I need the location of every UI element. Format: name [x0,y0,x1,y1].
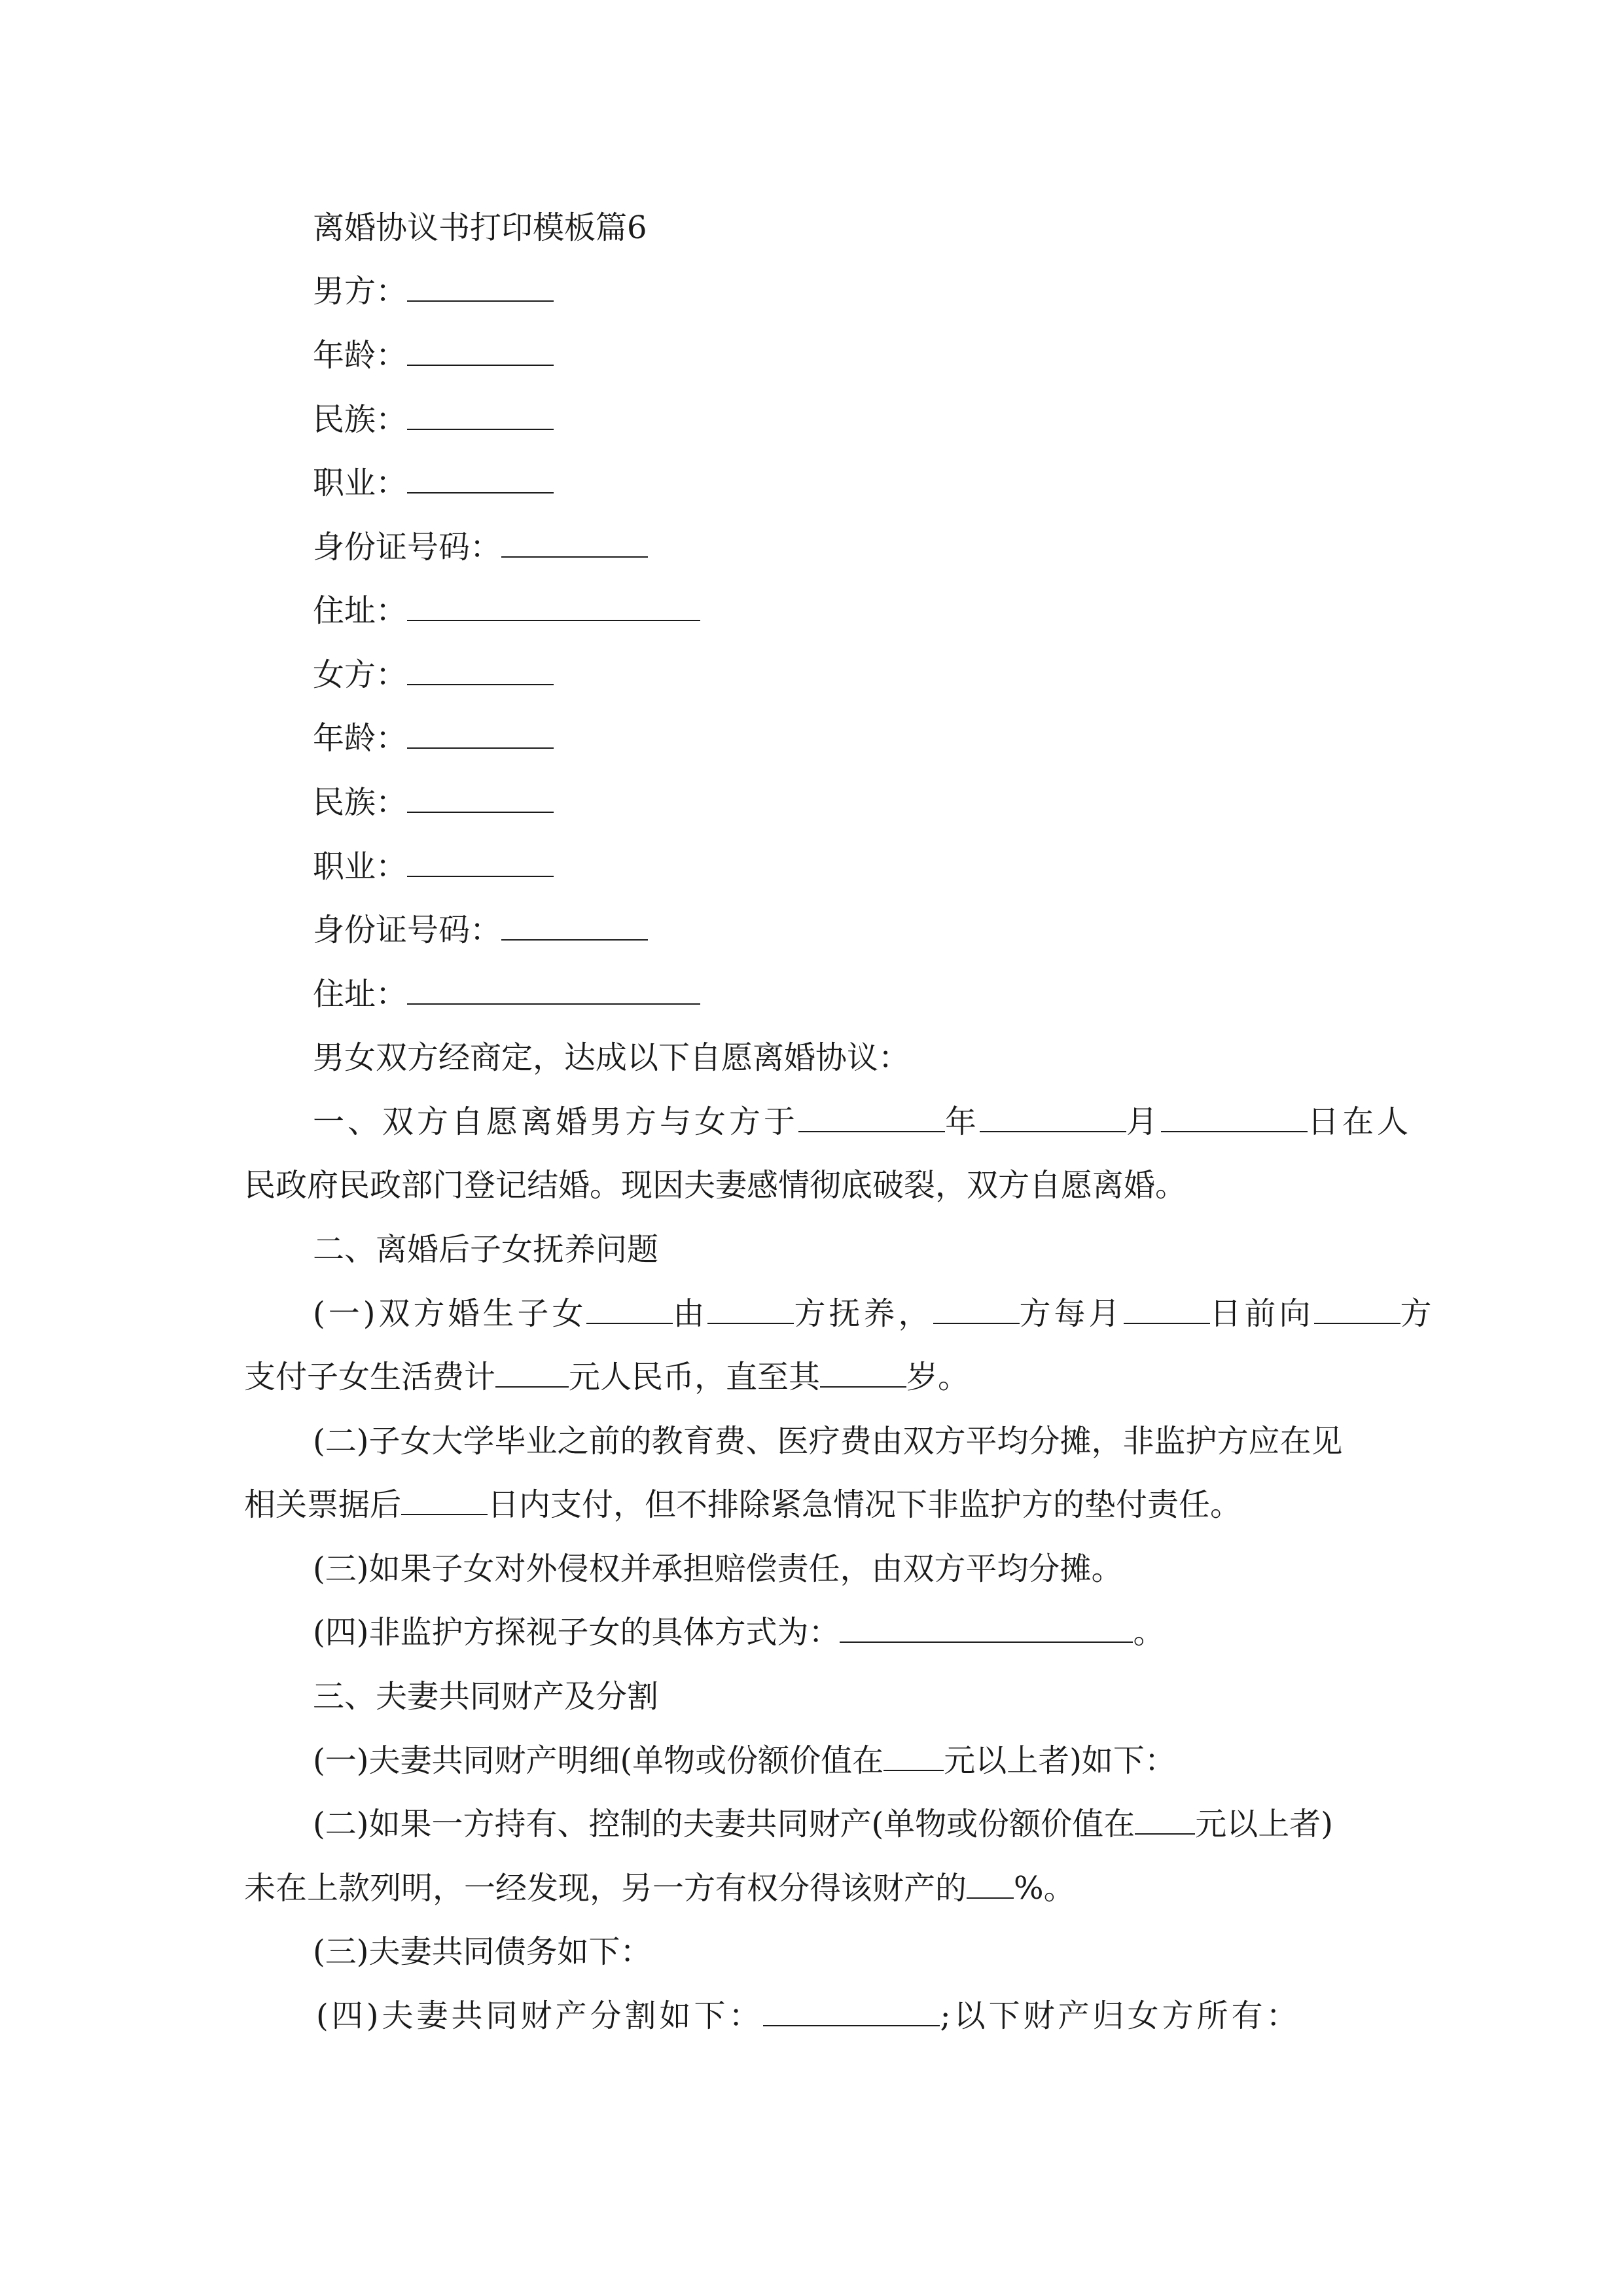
man-name-row: 男方： [313,272,554,311]
property-division-blank[interactable] [763,1999,940,2026]
woman-id-row: 身份证号码： [313,910,648,950]
section2-item3: (三)如果子女对外侵权并承担赔偿责任，由双方平均分摊。 [313,1551,1123,1587]
man-occupation-blank[interactable] [407,466,554,493]
woman-address-row: 住址： [313,975,700,1014]
section3-item1: (一)夫妻共同财产明细(单物或份额价值在 元以上者)如下： [313,1742,1176,1779]
payment-days-blank[interactable] [401,1488,488,1515]
man-ethnicity-row: 民族： [313,400,554,439]
payment-day-blank[interactable] [1124,1297,1210,1324]
section1-line2: 民政府民政部门登记结婚。现因夫妻感情彻底破裂，双方自愿离婚。 [244,1167,1187,1204]
section2-item2-line2: 相关票据后 日内支付，但不排除紧急情况下非监护方的垫付责任。 [244,1486,1242,1523]
man-age-blank[interactable] [407,338,554,366]
woman-address-blank[interactable] [407,977,700,1005]
woman-age-blank[interactable] [407,721,554,749]
man-age-row: 年龄： [313,336,554,375]
visitation-method-blank[interactable] [840,1615,1133,1643]
section3-item2-line2: 未在上款列明，一经发现，另一方有权分得该财产的 %。 [244,1870,1075,1907]
man-ethnicity-blank[interactable] [407,403,554,430]
payee-party-blank[interactable] [1314,1297,1400,1324]
woman-name-blank[interactable] [407,658,554,685]
section3-item2-line1: (二)如果一方持有、控制的夫妻共同财产(单物或份额价值在 元以上者) [313,1806,1333,1842]
marriage-day-blank[interactable] [1161,1105,1308,1132]
section3-heading: 三、夫妻共同财产及分割 [313,1678,659,1715]
section1-line1: 一、双方自愿离婚男方与女方于 年 月 日在人 [313,1103,1412,1140]
child-info-blank[interactable] [586,1297,673,1324]
custody-party-blank[interactable] [707,1297,794,1324]
woman-id-blank[interactable] [501,913,648,941]
section3-item4: (四)夫妻共同财产分割如下： ;以下财产归女方所有： [316,1998,1301,2034]
support-until-age-blank[interactable] [820,1360,906,1388]
woman-occupation-row: 职业： [313,847,554,886]
undisclosed-value-threshold-blank[interactable] [1135,1807,1195,1835]
document-title: 离婚协议书打印模板篇6 [313,209,647,246]
marriage-month-blank[interactable] [980,1105,1126,1132]
man-name-blank[interactable] [407,274,554,302]
section2-item1-line1: (一)双方婚生子女 由 方抚养， 方每月 日前向 方 [313,1295,1435,1332]
man-occupation-row: 职业： [313,463,554,503]
section2-heading: 二、离婚后子女抚养问题 [313,1231,659,1268]
man-id-blank[interactable] [501,530,648,558]
living-expense-blank[interactable] [495,1360,569,1388]
section2-item4: (四)非监护方探视子女的具体方式为： 。 [313,1614,1165,1651]
payer-party-blank[interactable] [933,1297,1020,1324]
man-address-blank[interactable] [407,594,700,621]
man-id-row: 身份证号码： [313,528,648,567]
woman-age-row: 年龄： [313,719,554,758]
section3-item3: (三)夫妻共同债务如下： [313,1933,652,1970]
man-address-row: 住址： [313,591,700,630]
section2-item1-line2: 支付子女生活费计 元人民币，直至其 岁。 [244,1359,970,1395]
share-percentage-blank[interactable] [967,1871,1014,1899]
section2-item2-line1: (二)子女大学毕业之前的教育费、医疗费由双方平均分摊，非监护方应在见 [313,1423,1343,1460]
property-value-threshold-blank[interactable] [883,1744,944,1771]
woman-name-row: 女方： [313,655,554,694]
marriage-year-blank[interactable] [798,1105,945,1132]
woman-ethnicity-row: 民族： [313,783,554,822]
woman-occupation-blank[interactable] [407,850,554,877]
agreement-intro: 男女双方经商定，达成以下自愿离婚协议： [313,1039,910,1076]
woman-ethnicity-blank[interactable] [407,785,554,813]
